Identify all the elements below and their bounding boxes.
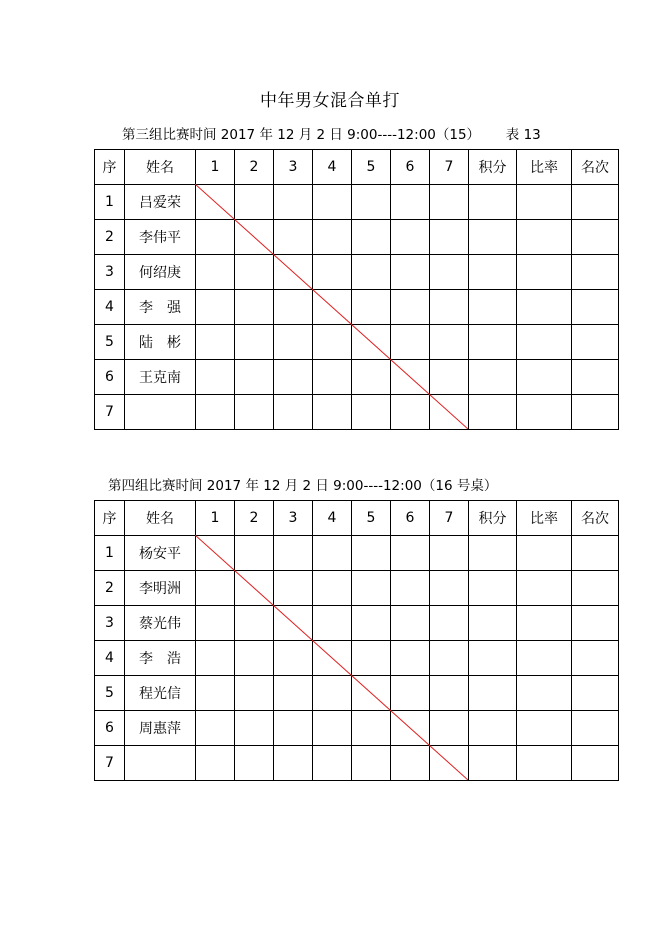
rank-cell (572, 536, 619, 571)
ratio-cell (517, 606, 572, 641)
score-cell (313, 255, 352, 290)
score-cell (391, 606, 430, 641)
header-row (95, 150, 619, 185)
score-cell (391, 255, 430, 290)
score-cell (196, 676, 235, 711)
score-cell (430, 606, 469, 641)
score-cell (352, 220, 391, 255)
table-row (95, 746, 619, 781)
score-cell (274, 185, 313, 220)
score-cell (196, 185, 235, 220)
row-number: 4 (95, 641, 125, 676)
score-cell (430, 395, 469, 430)
score-cell (196, 746, 235, 781)
rank-cell (572, 746, 619, 781)
score-cell (235, 185, 274, 220)
score-cell (196, 360, 235, 395)
score-cell (430, 746, 469, 781)
group-4-table (94, 500, 619, 781)
column-header: 积分 (469, 150, 517, 185)
rank-cell (572, 185, 619, 220)
score-cell (274, 536, 313, 571)
score-cell (430, 255, 469, 290)
score-cell (313, 606, 352, 641)
group-4-caption: 第四组比赛时间 2017 年 12 月 2 日 9:00----12:00（16 号桌） (108, 478, 498, 494)
ratio-cell (517, 746, 572, 781)
points-cell (469, 641, 517, 676)
column-header: 4 (313, 501, 352, 536)
score-cell (274, 325, 313, 360)
score-cell (196, 325, 235, 360)
ratio-cell (517, 676, 572, 711)
ratio-cell (517, 325, 572, 360)
score-cell (313, 571, 352, 606)
score-cell (391, 185, 430, 220)
points-cell (469, 325, 517, 360)
row-number: 4 (95, 290, 125, 325)
row-number: 6 (95, 360, 125, 395)
ratio-cell (517, 220, 572, 255)
score-cell (274, 290, 313, 325)
row-number: 1 (95, 536, 125, 571)
score-cell (313, 325, 352, 360)
score-cell (391, 746, 430, 781)
column-header: 6 (391, 501, 430, 536)
score-cell (196, 536, 235, 571)
score-cell (196, 255, 235, 290)
score-cell (274, 746, 313, 781)
score-cell (430, 711, 469, 746)
column-header: 5 (352, 150, 391, 185)
column-header: 序 (95, 501, 125, 536)
row-number: 3 (95, 606, 125, 641)
score-cell (196, 606, 235, 641)
points-cell (469, 606, 517, 641)
score-cell (430, 641, 469, 676)
row-number: 6 (95, 711, 125, 746)
score-cell (235, 360, 274, 395)
page-title: 中年男女混合单打 (260, 91, 400, 111)
score-cell (391, 325, 430, 360)
row-number: 7 (95, 746, 125, 781)
column-header: 姓名 (125, 150, 196, 185)
ratio-cell (517, 395, 572, 430)
score-cell (352, 185, 391, 220)
points-cell (469, 571, 517, 606)
column-header: 2 (235, 501, 274, 536)
score-cell (235, 641, 274, 676)
score-cell (235, 255, 274, 290)
score-cell (391, 711, 430, 746)
rank-cell (572, 571, 619, 606)
row-number: 2 (95, 220, 125, 255)
column-header: 1 (196, 501, 235, 536)
score-cell (274, 711, 313, 746)
score-cell (352, 536, 391, 571)
score-cell (274, 571, 313, 606)
ratio-cell (517, 255, 572, 290)
score-cell (235, 395, 274, 430)
score-cell (313, 536, 352, 571)
ratio-cell (517, 711, 572, 746)
row-number: 2 (95, 571, 125, 606)
group-3-caption: 第三组比赛时间 2017 年 12 月 2 日 9:00----12:00（15） 表 13 (122, 127, 541, 143)
table-row (95, 220, 619, 255)
table-row (95, 360, 619, 395)
player-name: 李明洲 (125, 571, 196, 606)
score-cell (235, 571, 274, 606)
score-cell (274, 360, 313, 395)
points-cell (469, 220, 517, 255)
score-cell (196, 711, 235, 746)
score-cell (196, 395, 235, 430)
rank-cell (572, 360, 619, 395)
score-cell (430, 360, 469, 395)
points-cell (469, 536, 517, 571)
player-name: 李 强 (125, 290, 196, 325)
score-cell (313, 290, 352, 325)
table-row (95, 571, 619, 606)
row-number: 5 (95, 676, 125, 711)
ratio-cell (517, 360, 572, 395)
column-header: 名次 (572, 150, 619, 185)
score-cell (430, 676, 469, 711)
table-row (95, 325, 619, 360)
points-cell (469, 290, 517, 325)
rank-cell (572, 641, 619, 676)
score-cell (352, 606, 391, 641)
table-row (95, 395, 619, 430)
score-cell (235, 290, 274, 325)
score-cell (391, 395, 430, 430)
score-cell (235, 746, 274, 781)
row-number: 7 (95, 395, 125, 430)
row-number: 3 (95, 255, 125, 290)
rank-cell (572, 395, 619, 430)
ratio-cell (517, 185, 572, 220)
score-cell (313, 220, 352, 255)
column-header: 3 (274, 150, 313, 185)
score-cell (235, 536, 274, 571)
player-name: 周惠萍 (125, 711, 196, 746)
column-header: 积分 (469, 501, 517, 536)
score-cell (391, 676, 430, 711)
score-cell (235, 711, 274, 746)
player-name: 何绍庚 (125, 255, 196, 290)
table-row (95, 641, 619, 676)
column-header: 1 (196, 150, 235, 185)
score-cell (274, 676, 313, 711)
ratio-cell (517, 290, 572, 325)
rank-cell (572, 325, 619, 360)
row-number: 5 (95, 325, 125, 360)
score-cell (313, 711, 352, 746)
score-cell (430, 185, 469, 220)
header-row (95, 501, 619, 536)
points-cell (469, 360, 517, 395)
player-name: 程光信 (125, 676, 196, 711)
column-header: 比率 (517, 150, 572, 185)
score-cell (391, 360, 430, 395)
player-name: 杨安平 (125, 536, 196, 571)
player-name (125, 746, 196, 781)
column-header: 4 (313, 150, 352, 185)
column-header: 姓名 (125, 501, 196, 536)
player-name: 吕爱荣 (125, 185, 196, 220)
score-cell (313, 641, 352, 676)
ratio-cell (517, 571, 572, 606)
score-cell (391, 220, 430, 255)
score-cell (274, 395, 313, 430)
score-cell (313, 676, 352, 711)
score-cell (274, 220, 313, 255)
column-header: 序 (95, 150, 125, 185)
column-header: 名次 (572, 501, 619, 536)
score-cell (313, 746, 352, 781)
score-cell (352, 290, 391, 325)
score-cell (313, 360, 352, 395)
points-cell (469, 255, 517, 290)
ratio-cell (517, 641, 572, 676)
rank-cell (572, 255, 619, 290)
score-cell (352, 676, 391, 711)
table-row (95, 290, 619, 325)
score-cell (274, 641, 313, 676)
column-header: 3 (274, 501, 313, 536)
table-row (95, 536, 619, 571)
score-cell (352, 255, 391, 290)
player-name: 陆 彬 (125, 325, 196, 360)
score-cell (352, 641, 391, 676)
player-name: 蔡光伟 (125, 606, 196, 641)
score-cell (196, 290, 235, 325)
rank-cell (572, 606, 619, 641)
score-cell (196, 641, 235, 676)
score-cell (430, 290, 469, 325)
score-cell (430, 220, 469, 255)
score-cell (313, 185, 352, 220)
column-header: 7 (430, 501, 469, 536)
table-row (95, 185, 619, 220)
points-cell (469, 185, 517, 220)
score-cell (235, 325, 274, 360)
player-name (125, 395, 196, 430)
score-cell (352, 360, 391, 395)
score-cell (352, 711, 391, 746)
column-header: 5 (352, 501, 391, 536)
score-cell (274, 606, 313, 641)
score-cell (352, 325, 391, 360)
column-header: 7 (430, 150, 469, 185)
group-3-table (94, 149, 619, 430)
score-cell (313, 395, 352, 430)
points-cell (469, 711, 517, 746)
row-number: 1 (95, 185, 125, 220)
rank-cell (572, 220, 619, 255)
score-cell (235, 676, 274, 711)
table-row (95, 606, 619, 641)
score-cell (352, 395, 391, 430)
table-row (95, 255, 619, 290)
points-cell (469, 676, 517, 711)
player-name: 王克南 (125, 360, 196, 395)
score-cell (430, 325, 469, 360)
score-cell (352, 746, 391, 781)
column-header: 6 (391, 150, 430, 185)
score-cell (274, 255, 313, 290)
ratio-cell (517, 536, 572, 571)
score-cell (391, 641, 430, 676)
table-row (95, 676, 619, 711)
score-cell (391, 571, 430, 606)
score-cell (352, 571, 391, 606)
player-name: 李伟平 (125, 220, 196, 255)
score-cell (391, 536, 430, 571)
score-cell (235, 606, 274, 641)
rank-cell (572, 290, 619, 325)
score-cell (430, 536, 469, 571)
points-cell (469, 746, 517, 781)
column-header: 比率 (517, 501, 572, 536)
score-cell (196, 220, 235, 255)
score-cell (235, 220, 274, 255)
rank-cell (572, 711, 619, 746)
points-cell (469, 395, 517, 430)
score-cell (430, 571, 469, 606)
table-row (95, 711, 619, 746)
column-header: 2 (235, 150, 274, 185)
score-cell (196, 571, 235, 606)
score-cell (391, 290, 430, 325)
rank-cell (572, 676, 619, 711)
player-name: 李 浩 (125, 641, 196, 676)
